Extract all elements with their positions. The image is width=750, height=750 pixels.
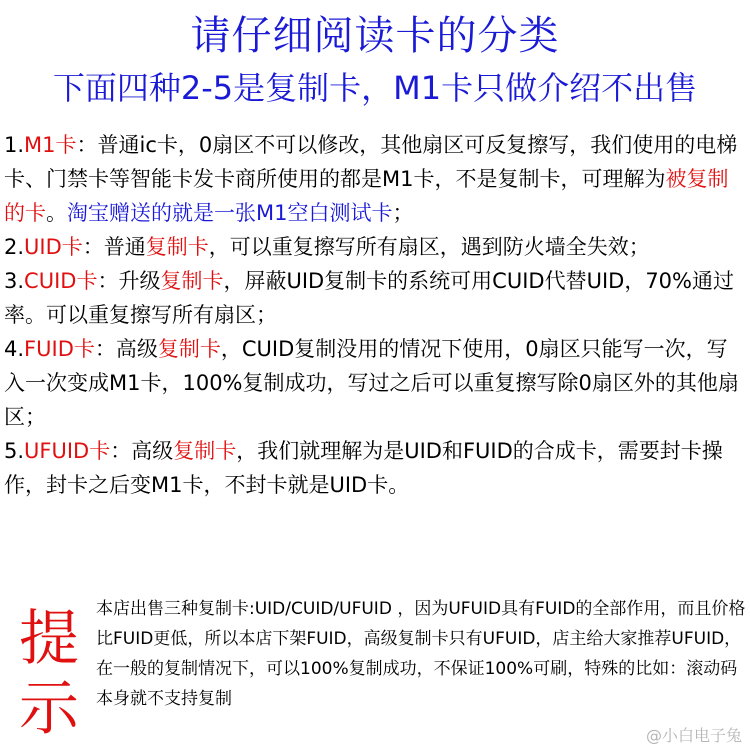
tip-label xyxy=(14,604,84,744)
section-number: 5. xyxy=(4,439,25,463)
section-ufuid-card xyxy=(4,434,744,502)
section-text: ，我们就理解为是UID和FUID的合成卡，需要封卡操作，封卡之后变M1卡，不封卡就是UID卡。 xyxy=(4,439,723,497)
section-text: ，可以重复擦写所有扇区，遇到防火墙全失效； xyxy=(208,235,650,259)
section-number: 1. xyxy=(4,133,25,157)
watermark: @小白电子兔 xyxy=(645,726,742,745)
section-text: ； xyxy=(392,201,414,225)
section-uid-card xyxy=(4,230,744,264)
section-text: ，屏蔽UID复制卡的系统可用CUID代替UID，70%通过率。可以重复擦写所有扇区； xyxy=(4,269,734,327)
section-card-name: M1卡 xyxy=(24,133,77,157)
section-highlight-red: 复制卡 xyxy=(157,337,221,361)
section-highlight-red: 复制卡 xyxy=(173,439,237,463)
section-highlight-red: 复制卡 xyxy=(145,235,209,259)
section-colon: ： xyxy=(76,133,98,157)
section-m1-card xyxy=(4,128,744,230)
tip-text: 本店出售三种复制卡:UID/CUID/UFUID ，因为UFUID具有FUID的全部作用，而且价格比FUID更低，所以本店下架FUID，高级复制卡只有UFUID，店主给大家推荐UFUID，在一般的复制情况下，可以100%复制成功，不保证100%可刷，特殊的比如：滚动码本身就不支持复制 xyxy=(96,599,746,709)
section-colon: ： xyxy=(97,269,119,293)
section-text: 普通 xyxy=(103,235,146,259)
page-title: 请仔细阅读卡的分类 xyxy=(190,13,560,59)
card-classification-body xyxy=(4,128,744,502)
section-colon: ： xyxy=(82,235,104,259)
tip-label-char: 提 xyxy=(19,604,79,674)
section-card-name: FUID卡 xyxy=(24,337,95,361)
section-card-name: UID卡 xyxy=(24,235,83,259)
section-colon: ： xyxy=(110,439,132,463)
section-text: 高级 xyxy=(115,337,158,361)
section-highlight-red: 复制卡 xyxy=(160,269,224,293)
section-text: 升级 xyxy=(118,269,161,293)
section-fuid-card xyxy=(4,332,744,434)
section-number: 3. xyxy=(4,269,25,293)
section-number: 2. xyxy=(4,235,25,259)
tip-label-char: 示 xyxy=(19,674,79,744)
section-card-name: CUID卡 xyxy=(24,269,98,293)
section-text: 高级 xyxy=(131,439,174,463)
section-colon: ： xyxy=(94,337,116,361)
section-card-name: UFUID卡 xyxy=(24,439,111,463)
page-subtitle: 下面四种2-5是复制卡，M1卡只做介绍不出售 xyxy=(52,69,698,107)
section-text: 。 xyxy=(46,201,67,225)
section-text: ，CUID复制没用的情况下使用，0扇区只能写一次，写入一次变成M1卡，100%复制成功，写过之后可以重复擦写除0扇区外的其他扇区； xyxy=(4,337,739,429)
section-highlight-red: 被复制的卡 xyxy=(4,167,729,225)
section-cuid-card xyxy=(4,264,744,332)
section-text: 普通ic卡，0扇区不可以修改，其他扇区可反复擦写，我们使用的电梯卡、门禁卡等智能卡发卡商所使用的都是M1卡，不是复制卡，可理解为 xyxy=(4,133,738,191)
section-number: 4. xyxy=(4,337,25,361)
section-highlight-blue: 淘宝赠送的就是一张M1空白测试卡 xyxy=(67,201,393,225)
